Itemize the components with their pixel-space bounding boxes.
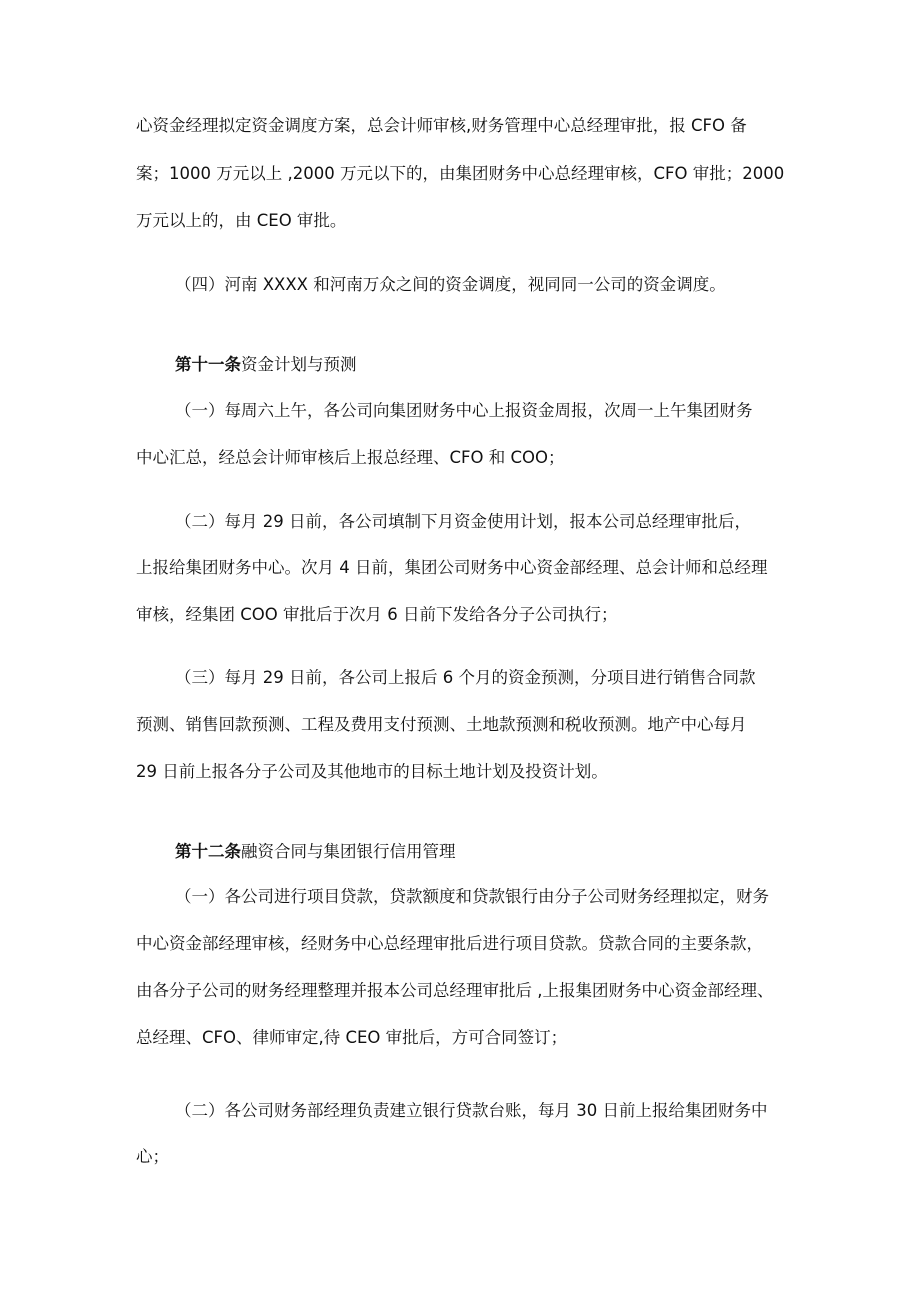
article-12-label: 第十二条 bbox=[175, 842, 241, 861]
paragraph-line: （二）每月 29 日前，各公司填制下月资金使用计划，报本公司总经理审批后， bbox=[175, 512, 751, 531]
article-12-title: 融资合同与集团银行信用管理 bbox=[241, 842, 456, 861]
paragraph-line: （三）每月 29 日前，各公司上报后 6 个月的资金预测，分项目进行销售合同款 bbox=[175, 668, 756, 687]
paragraph-line: （一）各公司进行项目贷款，贷款额度和贷款银行由分子公司财务经理拟定，财务 bbox=[175, 887, 769, 906]
article-11-heading bbox=[175, 354, 357, 376]
paragraph-line: （四）河南 XXXX 和河南万众之间的资金调度，视同同一公司的资金调度。 bbox=[175, 275, 726, 294]
article-11-label: 第十一条 bbox=[175, 355, 241, 374]
paragraph-line: 中心汇总，经总会计师审核后上报总经理、CFO 和 COO； bbox=[136, 448, 565, 467]
paragraph-line: 中心资金部经理审核，经财务中心总经理审批后进行项目贷款。贷款合同的主要条款， bbox=[136, 934, 763, 953]
paragraph-line: 万元以上的，由 CEO 审批。 bbox=[136, 211, 347, 230]
paragraph-line: 心资金经理拟定资金调度方案，总会计师审核,财务管理中心总经理审批，报 CFO 备 bbox=[136, 116, 747, 135]
article-11-title: 资金计划与预测 bbox=[241, 355, 357, 374]
paragraph-line: 审核，经集团 COO 审批后于次月 6 日前下发给各分子公司执行； bbox=[136, 605, 618, 624]
paragraph-line: 总经理、CFO、律师审定,待 CEO 审批后，方可合同签订； bbox=[136, 1028, 568, 1047]
paragraph-line: 案；1000 万元以上 ,2000 万元以下的，由集团财务中心总经理审核，CFO 审批；2000 bbox=[136, 164, 785, 183]
paragraph-line: 心； bbox=[136, 1147, 169, 1166]
paragraph-line: 上报给集团财务中心。次月 4 日前，集团公司财务中心资金部经理、总会计师和总经理 bbox=[136, 558, 768, 577]
paragraph-line: 29 日前上报各分子公司及其他地市的目标土地计划及投资计划。 bbox=[136, 762, 608, 781]
paragraph-line: （一）每周六上午，各公司向集团财务中心上报资金周报，次周一上午集团财务 bbox=[175, 401, 753, 420]
paragraph-line: 预测、销售回款预测、工程及费用支付预测、土地款预测和税收预测。地产中心每月 bbox=[136, 715, 747, 734]
article-12-heading bbox=[175, 841, 456, 863]
paragraph-line: （二）各公司财务部经理负责建立银行贷款台账，每月 30 日前上报给集团财务中 bbox=[175, 1101, 768, 1120]
paragraph-line: 由各分子公司的财务经理整理并报本公司总经理审批后 ,上报集团财务中心资金部经理、 bbox=[136, 981, 774, 1000]
